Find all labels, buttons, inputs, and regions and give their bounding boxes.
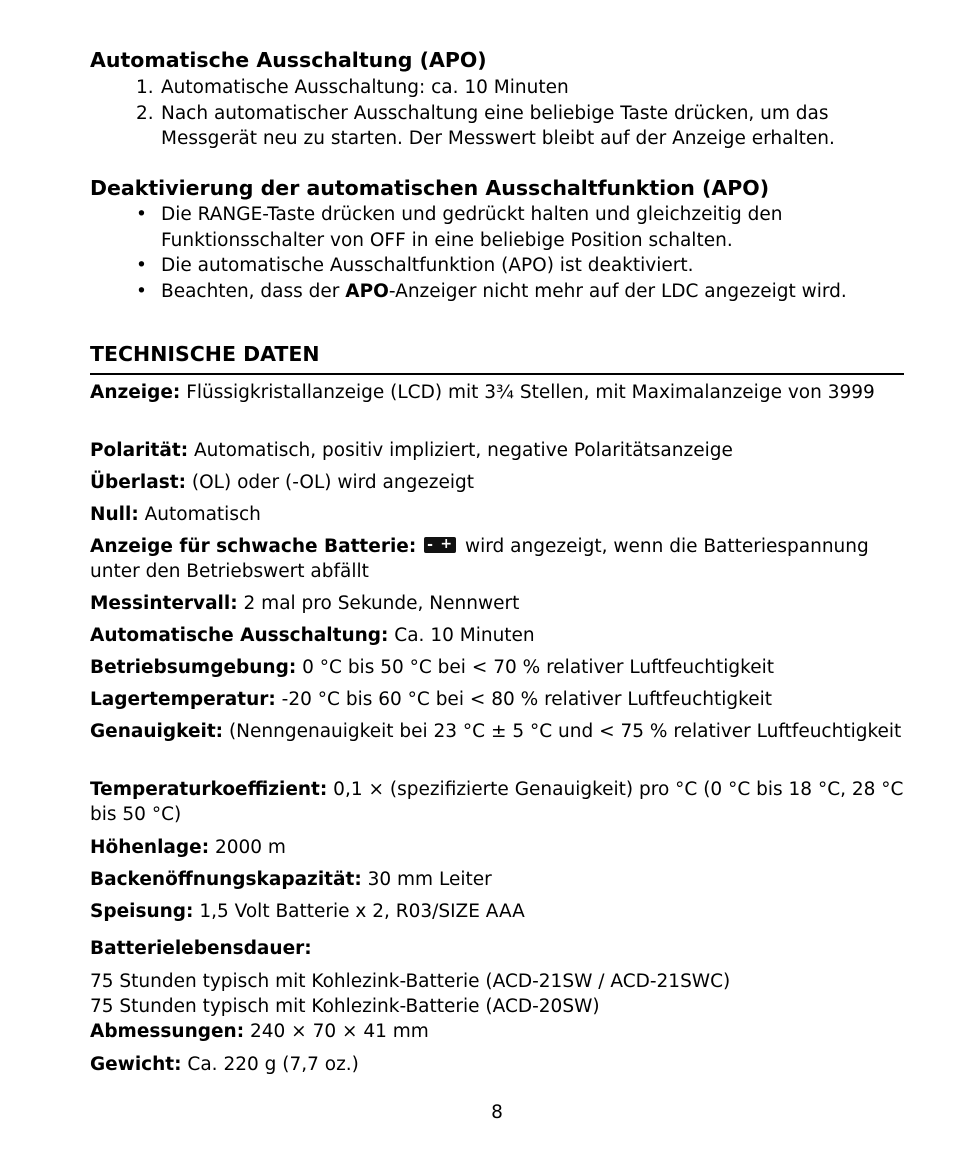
deactivate-item-text: Die RANGE-Taste drücken und gedrückt halten und gleichzeitig den Funktionsschalter von OFF in eine beliebige Position schalten. [161, 204, 783, 251]
spec-value: Ca. 220 g (7,7 oz.) [181, 1054, 359, 1075]
spec-value: 0 °C bis 50 °C bei < 70 % relativer Luftfeuchtigkeit [296, 657, 774, 678]
list-number: 1. [136, 77, 154, 98]
apo-heading: Automatische Ausschaltung (APO) [90, 48, 487, 72]
spec-label: Temperaturkoeffizient: [90, 779, 328, 800]
spec-battery-life-label [90, 936, 904, 961]
spec-label: Automatische Ausschaltung: [90, 625, 389, 646]
deactivate-item-text-end: -Anzeiger nicht mehr auf der LDC angezeigt wird. [388, 280, 847, 302]
deactivate-item-text: Beachten, dass der [161, 280, 346, 302]
tech-heading: TECHNISCHE DATEN [90, 342, 320, 366]
list-number: 2. [136, 102, 154, 124]
spec-label: Genauigkeit: [90, 721, 224, 742]
spec-display [90, 380, 904, 405]
battery-low-icon: - + [424, 537, 456, 553]
spec-value: 2000 m [209, 837, 286, 858]
section-divider [90, 373, 904, 375]
apo-indicator-label: APO [345, 280, 389, 302]
spec-value: Automatisch, positiv impliziert, negative Polaritätsanzeige [188, 440, 733, 461]
spec-value: 240 × 70 × 41 mm [244, 1021, 429, 1042]
spec-storage-temp [90, 687, 904, 712]
spec-dimensions [90, 1019, 904, 1044]
spec-zero [90, 502, 904, 527]
battery-life-line: 75 Stunden typisch mit Kohlezink-Batterie (ACD-20SW) [90, 996, 600, 1017]
spec-value: (OL) oder (-OL) wird angezeigt [186, 472, 474, 493]
spec-label: Messintervall: [90, 593, 238, 614]
spec-polarity [90, 438, 904, 463]
spec-temp-coefficient [90, 777, 904, 827]
spec-low-battery [90, 534, 904, 584]
spec-measure-interval [90, 591, 904, 616]
spec-power [90, 899, 904, 924]
spec-value: 30 mm Leiter [361, 869, 492, 890]
spec-value: -20 °C bis 60 °C bei < 80 % relativer Luftfeuchtigkeit [275, 689, 772, 710]
spec-jaw-opening [90, 867, 904, 892]
spec-label: Null: [90, 504, 139, 525]
spec-label: Betriebsumgebung: [90, 657, 297, 678]
spec-battery-life [90, 969, 904, 1044]
spec-label: Höhenlage: [90, 837, 210, 858]
page-number: 8 [491, 1102, 503, 1123]
deactivate-list [90, 202, 904, 304]
spec-weight [90, 1052, 904, 1077]
spec-label: Backenöffnungskapazität: [90, 869, 362, 890]
spec-label: Gewicht: [90, 1054, 182, 1075]
spec-altitude [90, 835, 904, 860]
bullet: • [136, 204, 147, 225]
spec-label: Anzeige für schwache Batterie: [90, 536, 417, 557]
apo-list-item [90, 101, 904, 152]
spec-operating-env [90, 655, 904, 680]
spec-value: (Nenngenauigkeit bei 23 °C ± 5 °C und < 75 % relativer Luftfeuchtigkeit [223, 721, 902, 742]
battery-life-line: 75 Stunden typisch mit Kohlezink-Batterie (ACD-21SW / ACD-21SWC) [90, 971, 731, 992]
bullet: • [136, 255, 147, 276]
spec-auto-off [90, 623, 904, 648]
spec-value: Ca. 10 Minuten [388, 625, 535, 646]
spec-value: Automatisch [138, 504, 261, 525]
bullet: • [136, 280, 147, 302]
apo-list [90, 75, 904, 152]
spec-label: Polarität: [90, 440, 189, 461]
spec-value: 0,1 × (spezifizierte Genauigkeit) pro °C (0 °C bis 18 °C, 28 °C bis 50 °C) [90, 779, 904, 825]
deactivate-list-item [90, 202, 904, 253]
apo-item-text: Nach automatischer Ausschaltung eine beliebige Taste drücken, um das Messgerät neu zu starten. Der Messwert bleibt auf der Anzeige erhalten. [161, 102, 835, 149]
spec-label: Batterielebensdauer: [90, 938, 312, 959]
spec-label: Speisung: [90, 901, 194, 922]
spec-label: Lagertemperatur: [90, 689, 276, 710]
deactivate-heading: Deaktivierung der automatischen Ausschaltfunktion (APO) [90, 176, 770, 200]
apo-list-item [90, 75, 904, 101]
deactivate-list-item [90, 279, 904, 305]
spec-value: 2 mal pro Sekunde, Nennwert [237, 593, 520, 614]
spec-value: wird angezeigt, wenn die Batteriespannung unter den Betriebswert abfällt [90, 536, 869, 582]
spec-value: Flüssigkristallanzeige (LCD) mit 3¾ Stellen, mit Maximalanzeige von 3999 [180, 382, 875, 403]
apo-item-text: Automatische Ausschaltung: ca. 10 Minuten [161, 77, 569, 98]
spec-label: Abmessungen: [90, 1021, 245, 1042]
spec-value: 1,5 Volt Batterie x 2, R03/SIZE AAA [193, 901, 525, 922]
spec-label: Anzeige: [90, 382, 181, 403]
deactivate-item-text: Die automatische Ausschaltfunktion (APO) ist deaktiviert. [161, 255, 694, 276]
spec-overload [90, 470, 904, 495]
deactivate-list-item [90, 253, 904, 279]
spec-accuracy [90, 719, 904, 744]
spec-label: Überlast: [90, 472, 187, 493]
